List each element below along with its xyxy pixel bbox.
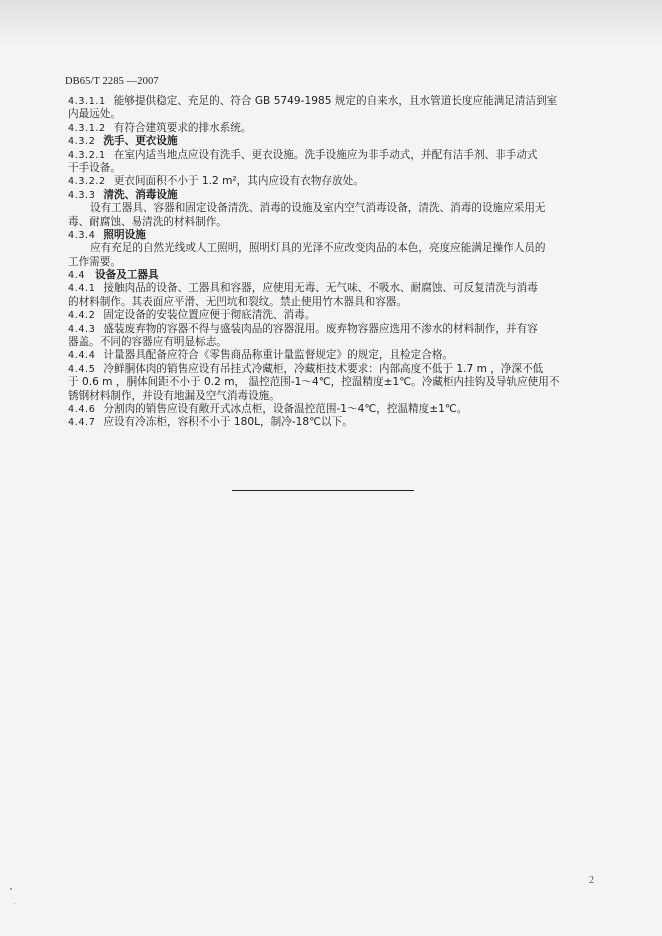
body-text-line xyxy=(68,202,596,215)
clause-number: 4.3.2.1 xyxy=(68,149,106,161)
clause-number: 4.3.1.1 xyxy=(68,96,106,107)
clause-text: 器盖。不同的容器应有明显标志。 xyxy=(68,336,227,349)
clause-text: 工作需要。 xyxy=(68,255,121,268)
body-text-line xyxy=(68,256,596,269)
scan-speck xyxy=(10,888,12,890)
body-text-line xyxy=(68,349,596,362)
clause-text: 的材料制作。其表面应平滑、无凹坑和裂纹。禁止使用竹木器具和容器。 xyxy=(68,295,407,308)
document-body xyxy=(68,95,596,430)
clause-heading-text: 洗手、更衣设施 xyxy=(103,135,178,148)
clause-text: 固定设备的安装位置应便于彻底清洗、消毒。 xyxy=(103,309,316,322)
clause-text: 应设有冷冻柜，容积不小于 180L，制冷-18℃以下。 xyxy=(103,416,353,429)
clause-number: 4.3.1.2 xyxy=(68,122,106,134)
clause-text: 有符合建筑要求的排水系统。 xyxy=(113,121,252,134)
section-heading-line xyxy=(68,189,596,202)
clause-text: 设有工器具、容器和固定设备清洗、消毒的设施及室内空气消毒设备，清洗、消毒的设施应采用无 xyxy=(90,202,546,215)
clause-heading-text: 清洗、消毒设施 xyxy=(103,188,178,201)
clause-text: 内最远处。 xyxy=(68,108,121,121)
clause-text: 干手设备。 xyxy=(68,161,121,174)
clause-heading-text: 照明设施 xyxy=(103,228,146,241)
body-text-line xyxy=(68,242,596,255)
body-text-line xyxy=(68,175,596,188)
section-heading-line xyxy=(68,269,596,282)
body-text-line xyxy=(68,149,596,162)
body-text-line xyxy=(68,390,596,403)
clause-number: 4.3.3 xyxy=(68,189,96,201)
clause-number: 4.3.2 xyxy=(68,136,96,148)
body-text-line xyxy=(68,403,596,416)
body-text-line xyxy=(68,108,596,121)
clause-number: 4.3.4 xyxy=(68,229,96,241)
clause-text: 分割肉的销售应设有敞开式冰点柜，设备温控范围-1～4℃，控温精度±1℃。 xyxy=(103,402,468,415)
clause-number: 4.4.7 xyxy=(68,417,96,429)
clause-text: 更衣间面积不小于 1.2 m²，其内应设有衣物存放处。 xyxy=(113,175,364,188)
clause-number: 4.4.1 xyxy=(68,283,96,295)
clause-text: 应有充足的自然光线或人工照明，照明灯具的光泽不应改变肉品的本色，亮度应能满足操作人员的 xyxy=(90,242,546,255)
document-standard-id: DB65/T 2285 —2007 xyxy=(65,76,159,87)
clause-number: 4.4.6 xyxy=(68,403,96,415)
body-text-line xyxy=(68,95,596,108)
body-text-line xyxy=(68,416,596,429)
body-text-line xyxy=(68,309,596,322)
clause-text: 能够提供稳定、充足的、符合 GB 5749-1985 规定的自来水，且水管道长度应能满足清洁到室 xyxy=(113,95,558,107)
body-text-line xyxy=(68,122,596,135)
clause-text: 在室内适当地点应设有洗手、更衣设施。洗手设施应为非手动式，并配有洁手剂、非手动式 xyxy=(113,148,538,161)
scan-speck xyxy=(14,903,15,904)
body-text-line xyxy=(68,282,596,295)
body-text-line xyxy=(68,363,596,376)
clause-number: 4.4 xyxy=(68,270,86,282)
clause-heading-text: 设备及工器具 xyxy=(95,269,159,282)
clause-number: 4.4.3 xyxy=(68,323,96,335)
body-text-line xyxy=(68,376,596,389)
body-text-line xyxy=(68,336,596,349)
body-text-line xyxy=(68,323,596,336)
end-rule xyxy=(232,490,414,491)
section-heading-line xyxy=(68,135,596,148)
clause-text: 毒、耐腐蚀、易清洗的材料制作。 xyxy=(68,215,227,228)
clause-number: 4.4.5 xyxy=(68,363,96,375)
clause-text: 盛装废弃物的容器不得与盛装肉品的容器混用。废弃物容器应选用不渗水的材料制作，并有容 xyxy=(103,322,538,335)
clause-number: 4.4.4 xyxy=(68,350,96,362)
clause-text: 计量器具配备应符合《零售商品称重计量监督规定》的规定，且检定合格。 xyxy=(103,349,454,362)
body-text-line xyxy=(68,216,596,229)
scan-smudge xyxy=(0,0,662,45)
body-text-line xyxy=(68,296,596,309)
clause-text: 于 0.6 m ，胴体间距不小于 0.2 m， 温控范围-1～4℃，控温精度±1℃。冷藏柜内挂钩及导轨应使用不 xyxy=(68,376,560,389)
clause-text: 冷鲜胴体肉的销售应设有吊挂式冷藏柜，冷藏柜技术要求：内部高度不低于 1.7 m ，净深不低 xyxy=(103,362,544,375)
clause-number: 4.3.2.2 xyxy=(68,176,106,188)
clause-number: 4.4.2 xyxy=(68,310,96,322)
body-text-line xyxy=(68,162,596,175)
clause-text: 接触肉品的设备、工器具和容器，应使用无毒、无气味、不吸水、耐腐蚀、可反复清洗与消毒 xyxy=(103,282,538,295)
page-number: 2 xyxy=(589,875,594,886)
section-heading-line xyxy=(68,229,596,242)
clause-text: 锈钢材料制作，并设有地漏及空气消毒设施。 xyxy=(68,389,280,402)
